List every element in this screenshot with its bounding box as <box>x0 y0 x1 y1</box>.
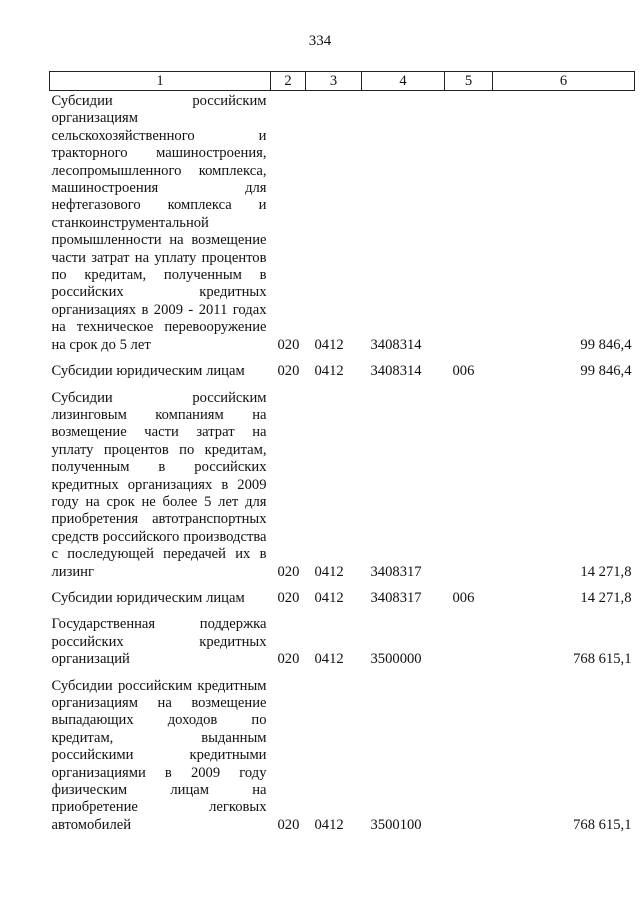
row-target-article: 3408314 <box>370 336 422 353</box>
row-amount: 99 846,4 <box>580 363 632 380</box>
row-name: Субсидии российским организациям сельскохозяйственного и тракторного машиностроения, лесопромышленного комплекса, машиностроения для нефтегазового комплекса и станкоинструментальной промышленности на возмещение части затрат на уплату процентов по кредитам, полученным в российских кредитных организациях в 2009 - 2011 годах на техническое перевооружение на срок до 5 лет <box>51 93 267 353</box>
row-section: 0412 <box>314 816 344 833</box>
row-amount: 14 271,8 <box>580 563 632 580</box>
table-row <box>50 381 635 581</box>
row-expense-type: 006 <box>452 589 475 606</box>
table-row <box>50 354 635 380</box>
row-code: 020 <box>277 563 300 580</box>
page-number: 334 <box>308 33 332 49</box>
row-name: Субсидии российским лизинговым компаниям на возмещение части затрат на уплату процентов по кредитам, полученным в российских кредитных организациях в 2009 году на срок не более 5 лет для приобретения автотранспортных средств российского производства с последующей передачей их в лизинг <box>51 389 267 580</box>
row-name: Субсидии российским кредитным организациям на возмещение выпадающих доходов по кредитам, выданным российскими кредитными организациями в 2009 году физическим лицам на приобретение легковых автомобилей <box>51 677 267 833</box>
row-expense-type: 006 <box>452 363 475 380</box>
row-section: 0412 <box>314 563 344 580</box>
row-code: 020 <box>277 816 300 833</box>
row-code: 020 <box>277 651 300 668</box>
table-row <box>50 91 635 355</box>
row-expense-type <box>445 381 493 581</box>
row-expense-type <box>445 607 493 668</box>
row-target-article: 3500100 <box>370 816 422 833</box>
table-row <box>50 581 635 607</box>
row-expense-type <box>445 91 493 355</box>
header-col-3: 3 <box>306 72 362 91</box>
row-amount: 768 615,1 <box>573 651 632 668</box>
table-row <box>50 607 635 668</box>
header-row <box>50 72 635 91</box>
row-target-article: 3500000 <box>370 651 422 668</box>
table-row <box>50 669 635 835</box>
row-amount: 768 615,1 <box>573 816 632 833</box>
row-section: 0412 <box>314 363 344 380</box>
row-code: 020 <box>277 589 300 606</box>
row-amount: 14 271,8 <box>580 589 632 606</box>
row-name: Государственная поддержка российских кредитных организаций <box>51 616 267 668</box>
budget-table <box>49 71 635 834</box>
row-expense-type <box>445 669 493 835</box>
header-col-4: 4 <box>362 72 445 91</box>
row-target-article: 3408314 <box>370 363 422 380</box>
header-col-1: 1 <box>50 72 271 91</box>
row-section: 0412 <box>314 651 344 668</box>
row-target-article: 3408317 <box>370 589 422 606</box>
header-col-2: 2 <box>271 72 306 91</box>
row-target-article: 3408317 <box>370 563 422 580</box>
header-col-6: 6 <box>493 72 635 91</box>
row-section: 0412 <box>314 336 344 353</box>
row-code: 020 <box>277 363 300 380</box>
row-name: Субсидии юридическим лицам <box>51 589 245 606</box>
table-body <box>50 91 635 835</box>
row-section: 0412 <box>314 589 344 606</box>
header-col-5: 5 <box>445 72 493 91</box>
table-header <box>50 72 635 91</box>
row-amount: 99 846,4 <box>580 336 632 353</box>
row-code: 020 <box>277 336 300 353</box>
row-name: Субсидии юридическим лицам <box>51 363 245 380</box>
